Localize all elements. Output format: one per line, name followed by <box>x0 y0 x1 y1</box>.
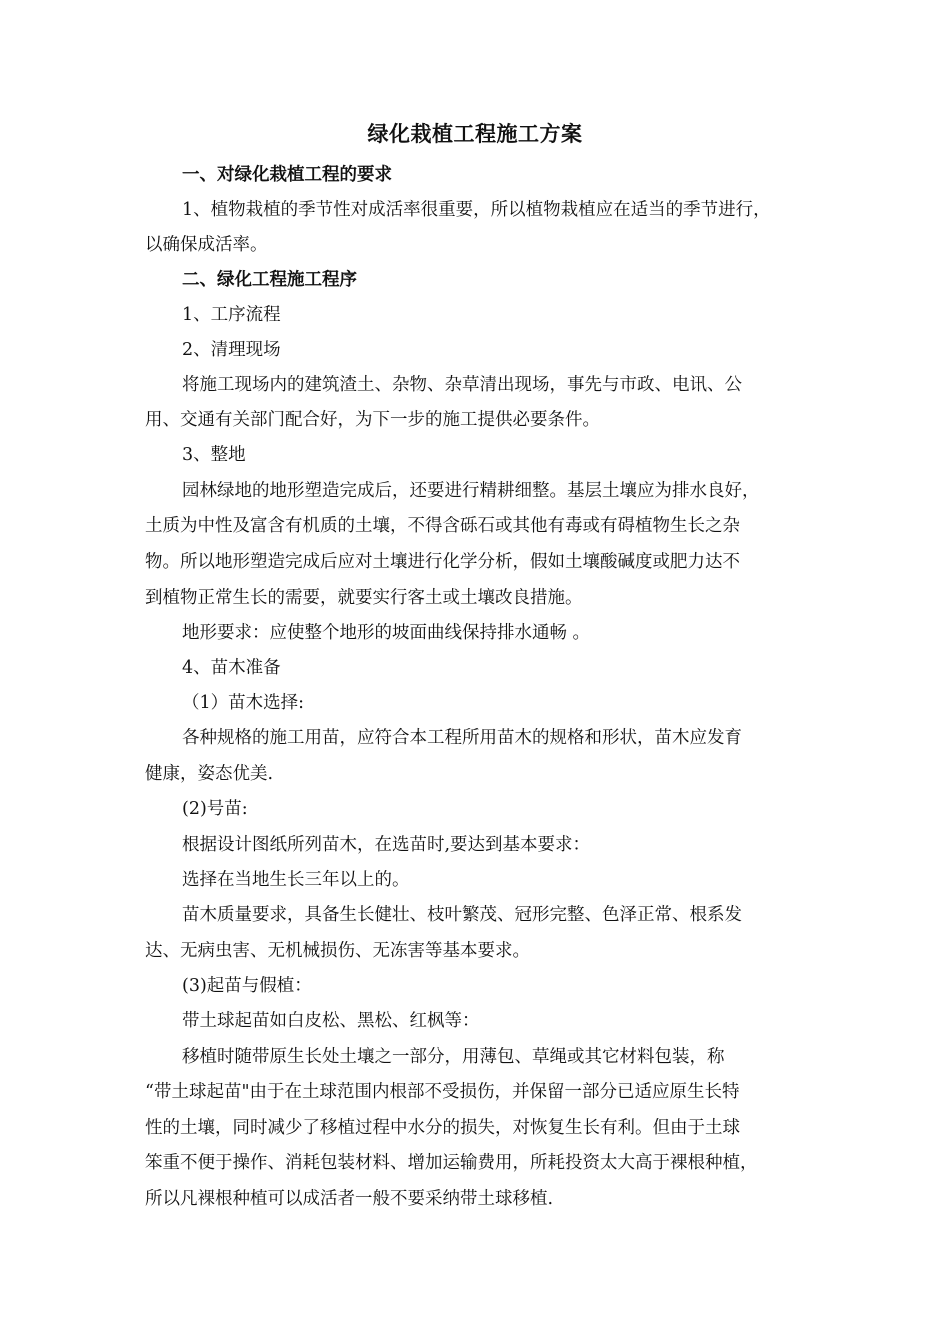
paragraph-line: 以确保成活率。 <box>145 235 268 255</box>
paragraph-line: 土质为中性及富含有机质的土壤，不得含砾石或其他有毒或有碍植物生长之杂 <box>145 516 740 536</box>
section-heading-2: 二、绿化工程施工程序 <box>182 270 357 290</box>
list-item-heading: (2)号苗: <box>182 799 248 819</box>
paragraph-line: 所以凡裸根种植可以成活者一般不要采纳带土球移植. <box>145 1189 554 1209</box>
list-item-heading: (3)起苗与假植： <box>182 976 312 996</box>
paragraph-line: 移植时随带原生长处土壤之一部分，用薄包、草绳或其它材料包装，称 <box>182 1047 725 1067</box>
paragraph-line: 带土球起苗如白皮松、黑松、红枫等： <box>182 1011 480 1031</box>
list-item-heading: （1）苗木选择: <box>182 693 305 713</box>
paragraph-line: 根据设计图纸所列苗木，在选苗时,要达到基本要求： <box>182 835 591 855</box>
paragraph-line: 到植物正常生长的需要，就要实行客土或土壤改良措施。 <box>145 588 583 608</box>
section-heading-1: 一、对绿化栽植工程的要求 <box>182 165 392 185</box>
paragraph-line: 1、植物栽植的季节性对成活率很重要，所以植物栽植应在适当的季节进行， <box>182 200 771 220</box>
paragraph-line: 笨重不便于操作、消耗包装材料、增加运输费用，所耗投资太大高于裸根种植， <box>145 1153 758 1173</box>
subheading-2: 2、清理现场 <box>182 340 281 360</box>
document-title: 绿化栽植工程施工方案 <box>367 121 583 146</box>
subheading-4: 4、苗木准备 <box>182 658 281 678</box>
paragraph-line: 苗木质量要求，具备生长健壮、枝叶繁茂、冠形完整、色泽正常、根系发 <box>182 905 742 925</box>
paragraph-line: 用、交通有关部门配合好，为下一步的施工提供必要条件。 <box>145 410 600 430</box>
paragraph-line: 各种规格的施工用苗，应符合本工程所用苗木的规格和形状，苗木应发育 <box>182 728 742 748</box>
paragraph-line: 选择在当地生长三年以上的。 <box>182 870 410 890</box>
paragraph-line: 健康，姿态优美. <box>145 764 274 784</box>
paragraph-line: 性的土壤，同时减少了移植过程中水分的损失，对恢复生长有利。但由于土球 <box>145 1118 740 1138</box>
paragraph-line: 园林绿地的地形塑造完成后，还要进行精耕细整。基层土壤应为排水良好， <box>182 481 760 501</box>
paragraph-line: 地形要求：应使整个地形的坡面曲线保持排水通畅 。 <box>182 623 591 643</box>
subheading-3: 3、整地 <box>182 445 246 465</box>
paragraph-line: 物。所以地形塑造完成后应对土壤进行化学分析，假如土壤酸碱度或肥力达不 <box>145 552 740 572</box>
paragraph-line: “带土球起苗"由于在土球范围内根部不受损伤，并保留一部分已适应原生长特 <box>145 1082 740 1102</box>
paragraph-line: 将施工现场内的建筑渣土、杂物、杂草清出现场，事先与市政、电讯、公 <box>182 375 742 395</box>
subheading-1: 1、工序流程 <box>182 305 281 325</box>
paragraph-line: 达、无病虫害、无机械损伤、无冻害等基本要求。 <box>145 941 530 961</box>
